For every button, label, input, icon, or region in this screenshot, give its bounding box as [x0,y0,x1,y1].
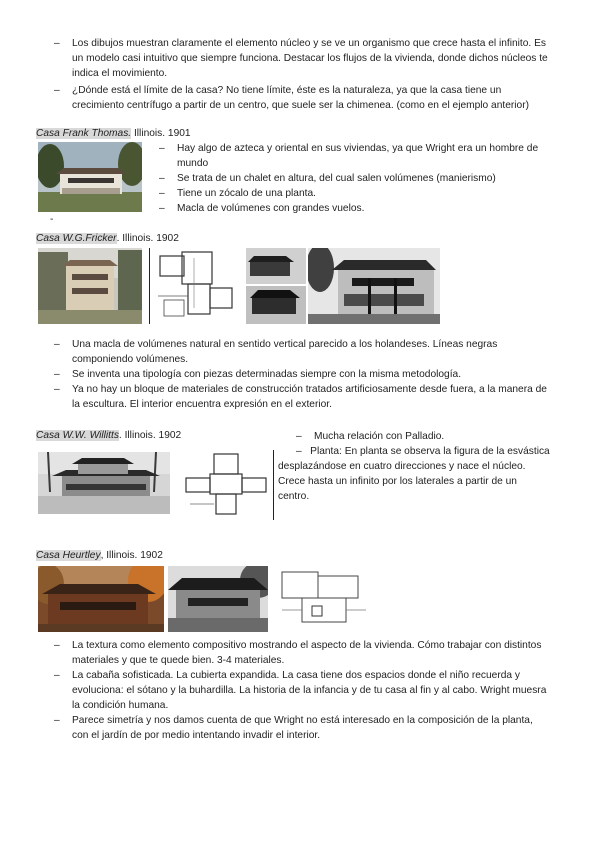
fricker-list [72,337,550,412]
thomas-place: Illinois. 1901 [131,128,191,139]
thomas-bullet: – Hay algo de azteca y oriental en sus viviendas, ya que Wright era un hombre de mundo [177,141,549,171]
intro-bullet: – ¿Dónde está el límite de la casa? No tiene límite, éste es la naturaleza, ya que la casa tiene un crecimiento centrífugo a partir de un centro, que suele ser la chimenea. (como en el ejemplo anterior) [72,83,550,113]
willitts-plan [180,450,272,518]
intro-bullet: – Los dibujos muestran claramente el elemento núcleo y se ve un organismo que crece hasta el infinito. Es un modelo casi intuitivo que siempre funciona. Destacar los flujos de la vivienda, donde dichos núcleos te indica el movimiento. [72,36,550,81]
fricker-photos-small [246,248,306,324]
thomas-bullet: – Se trata de un chalet en altura, del cual salen volúmenes (manierismo) [177,171,549,186]
thomas-name: Casa Frank Thomas. [36,128,132,139]
heurtley-list [72,638,550,743]
fricker-place: . Illinois. 1902 [116,233,179,244]
fricker-photo [38,248,142,324]
fricker-elevation [308,248,440,324]
fricker-heading [36,231,179,246]
fricker-bullet: – Ya no hay un bloque de materiales de construcción tratados artificiosamente desde fuera, a la manera de la escultura. El interior encuentra expresión en el exterior. [72,382,550,412]
willitts-line1: – Mucha relación con Palladio. [296,431,445,442]
heurtley-bullet: – La textura como elemento compositivo mostrando el aspecto de la vivienda. Cómo trabajar con distintos materiales y que te quede bien. 3-4 materiales. [72,638,550,668]
willitts-line2: – Planta: En planta se observa la figura de la esvástica desplazándose en cuatro direcciones y nace el núcleo. Crece hasta un infinito por los laterales a partir de un centro. [278,446,550,502]
heurtley-place: , Illinois. 1902 [100,550,163,561]
stray-dash: - [50,214,54,225]
fricker-plan [148,248,242,324]
thomas-bullet: – Tiene un zócalo de una planta. [177,186,549,201]
thomas-heading [36,126,191,141]
willitts-place: . Illinois. 1902 [118,430,182,441]
heurtley-photo [38,566,164,632]
willitts-heading [36,428,181,443]
fricker-bullet: – Una macla de volúmenes natural en sentido vertical parecido a los holandeses. Líneas negras componiendo volúmenes. [72,337,550,367]
heurtley-heading [36,548,163,563]
heurtley-plan [272,566,372,632]
heurtley-name: Casa Heurtley [36,550,101,561]
thomas-photo [38,142,142,212]
fricker-bullet: – Se inventa una tipología con piezas determinadas siempre con la misma metodología. [72,367,550,382]
thomas-list [177,141,549,216]
heurtley-bullet: – Parece simetría y nos damos cuenta de que Wright no está interesado en la composición de la planta, con el jardín de por medio intentando invadir el interior. [72,713,550,743]
heurtley-bw-photo [168,566,268,632]
willitts-text [278,429,550,504]
willitts-divider [273,450,274,520]
thomas-bullet: – Macla de volúmenes con grandes vuelos. [177,201,549,216]
intro-list [72,36,550,113]
heurtley-bullet: – La cabaña sofisticada. La cubierta expandida. La casa tiene dos espacios donde el niño recuerda y evoluciona: el sótano y la buhardilla. La historia de la infancia y de tu casa al fin y al cabo. Wright muesra la condición humana. [72,668,550,713]
willitts-photo [38,452,170,514]
fricker-name: Casa W.G.Fricker [36,233,117,244]
willitts-name: Casa W.W. Willitts [36,430,119,441]
